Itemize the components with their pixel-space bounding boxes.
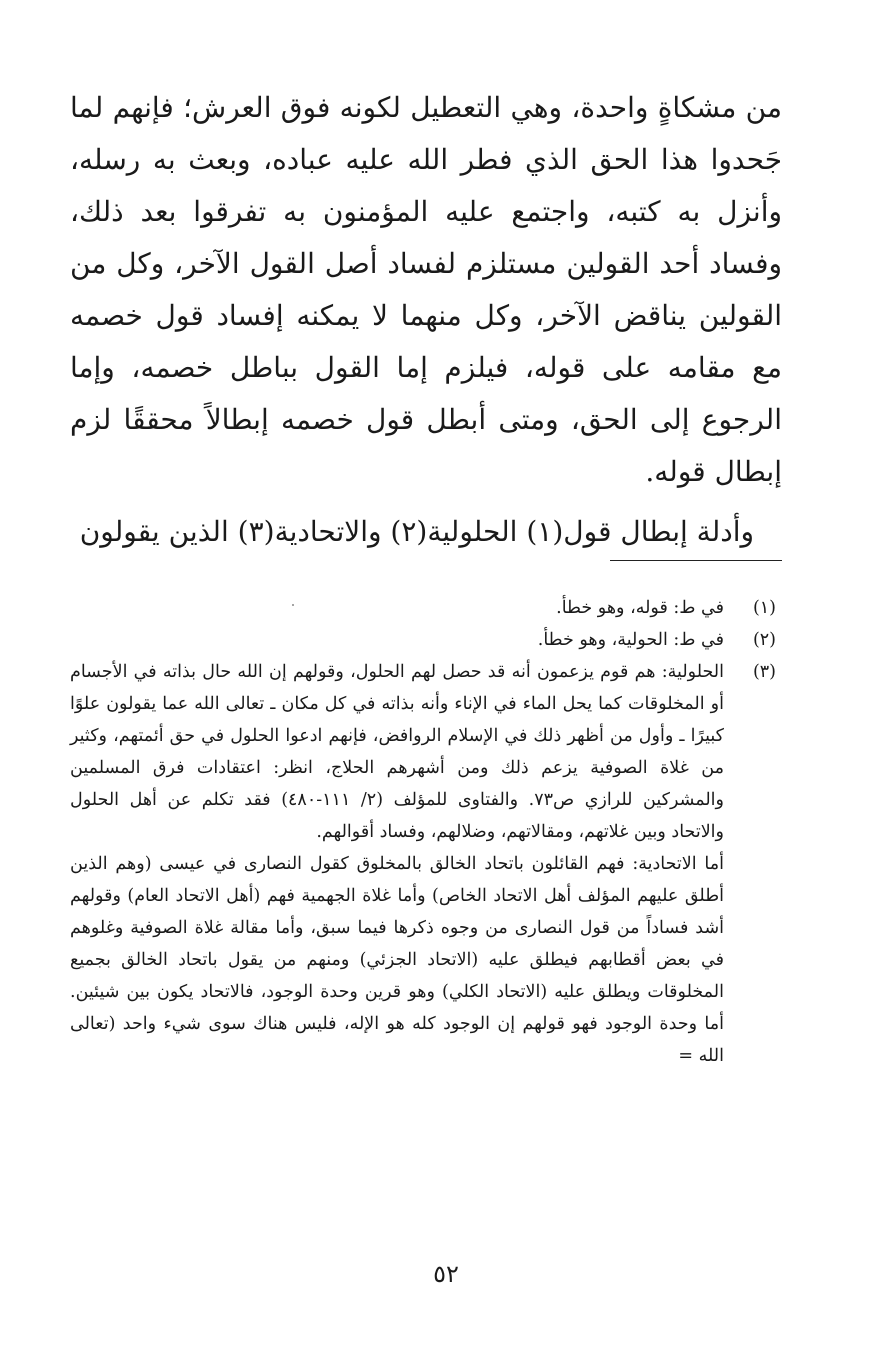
footnote-1 <box>70 592 782 624</box>
footnote-1-text: في ط: قوله، وهو خطأ. <box>556 598 724 618</box>
footnote-ref-3[interactable]: (٣) <box>237 515 275 548</box>
footnote-3-paragraph-1: الحلولية: هم قوم يزعمون أنه قد حصل لهم الحلول، وقولهم إن الله حال بذاته في الأجسام أو المخلوقات كما يحل الماء في الإناء وأنه بذاته في كل مكان ـ تعالى الله عما يقولون علوًا كبيرًا ـ وأول من أظهر ذلك في الإسلام الروافض، فإنهم ادعوا الحلول في حق أئمتهم، وكثير من غلاة الصوفية يزعم ذلك ومن أشهرهم الحلاج، انظر: اعتقادات فرق المسلمين والمشركين للرازي ص٧٣. والفتاوى للمؤلف (٢/ ١١١-٤٨٠) فقد تكلم عن أهل الحلول والاتحاد وبين غلاتهم، ومقالاتهم، وضلالهم، وفساد أقوالهم. <box>70 662 724 842</box>
page-number: ٥٢ <box>433 1260 459 1288</box>
footnote-3 <box>70 656 782 1072</box>
main-paragraph-2 <box>70 506 782 558</box>
footnote-ref-2[interactable]: (٢) <box>390 515 428 548</box>
scan-speck <box>292 604 294 606</box>
footnote-3-body <box>70 656 724 1072</box>
footnote-3-number: (٣) <box>752 662 776 682</box>
main-text <box>70 82 782 558</box>
footnote-2-text: في ط: الحولية، وهو خطأ. <box>537 630 724 650</box>
main-paragraph-2-part-1: وأدلة إبطال قول <box>563 515 754 548</box>
footnotes <box>70 592 782 1072</box>
main-paragraph-2-part-2: الحلولية <box>427 515 527 548</box>
footnote-2 <box>70 624 782 656</box>
footnote-3-paragraph-2: أما الاتحادية: فهم القائلون باتحاد الخالق بالمخلوق كقول النصارى في عيسى (وهم الذين أطلق عليهم المؤلف أهل الاتحاد الخاص) وأما غلاة الجهمية فهم (أهل الاتحاد العام) وقولهم أشد فساداً من قول النصارى من وجوه ذكرها فيما سبق، وأما مقالة غلاة الصوفية وغلوهم في بعض أقطابهم فيطلق عليه (الاتحاد الجزئي) ومنهم من يقول باتحاد الخالق بجميع المخلوقات ويطلق عليه (الاتحاد الكلي) وهو قرين وحدة الوجود، فالاتحاد يكون بين شيئين. أما وحدة الوجود فهو قولهم إن الوجود كله هو الإله، فليس هناك سوى شيء واحد (تعالى الله = <box>70 854 724 1066</box>
footnote-2-number: (٢) <box>752 630 776 650</box>
footnote-divider <box>610 560 782 561</box>
main-paragraph-2-part-3: والاتحادية <box>274 515 391 548</box>
footnote-ref-1[interactable]: (١) <box>526 515 564 548</box>
footnote-1-number: (١) <box>752 598 776 618</box>
main-paragraph-2-part-4: الذين يقولون <box>79 515 238 548</box>
main-paragraph-1: من مشكاةٍ واحدة، وهي التعطيل لكونه فوق العرش؛ فإنهم لما جَحدوا هذا الحق الذي فطر الله عليه عباده، وبعث به رسله، وأنزل به كتبه، واجتمع عليه المؤمنون به تفرقوا بعد ذلك، وفساد أحد القولين مستلزم لفساد أصل القول الآخر، وكل من القولين يناقض الآخر، وكل منهما لا يمكنه إفساد قول خصمه مع مقامه على قوله، فيلزم إما القول بباطل خصمه، وإما الرجوع إلى الحق، ومتى أبطل قول خصمه إبطالاً محققًا لزم إبطال قوله. <box>70 91 782 488</box>
